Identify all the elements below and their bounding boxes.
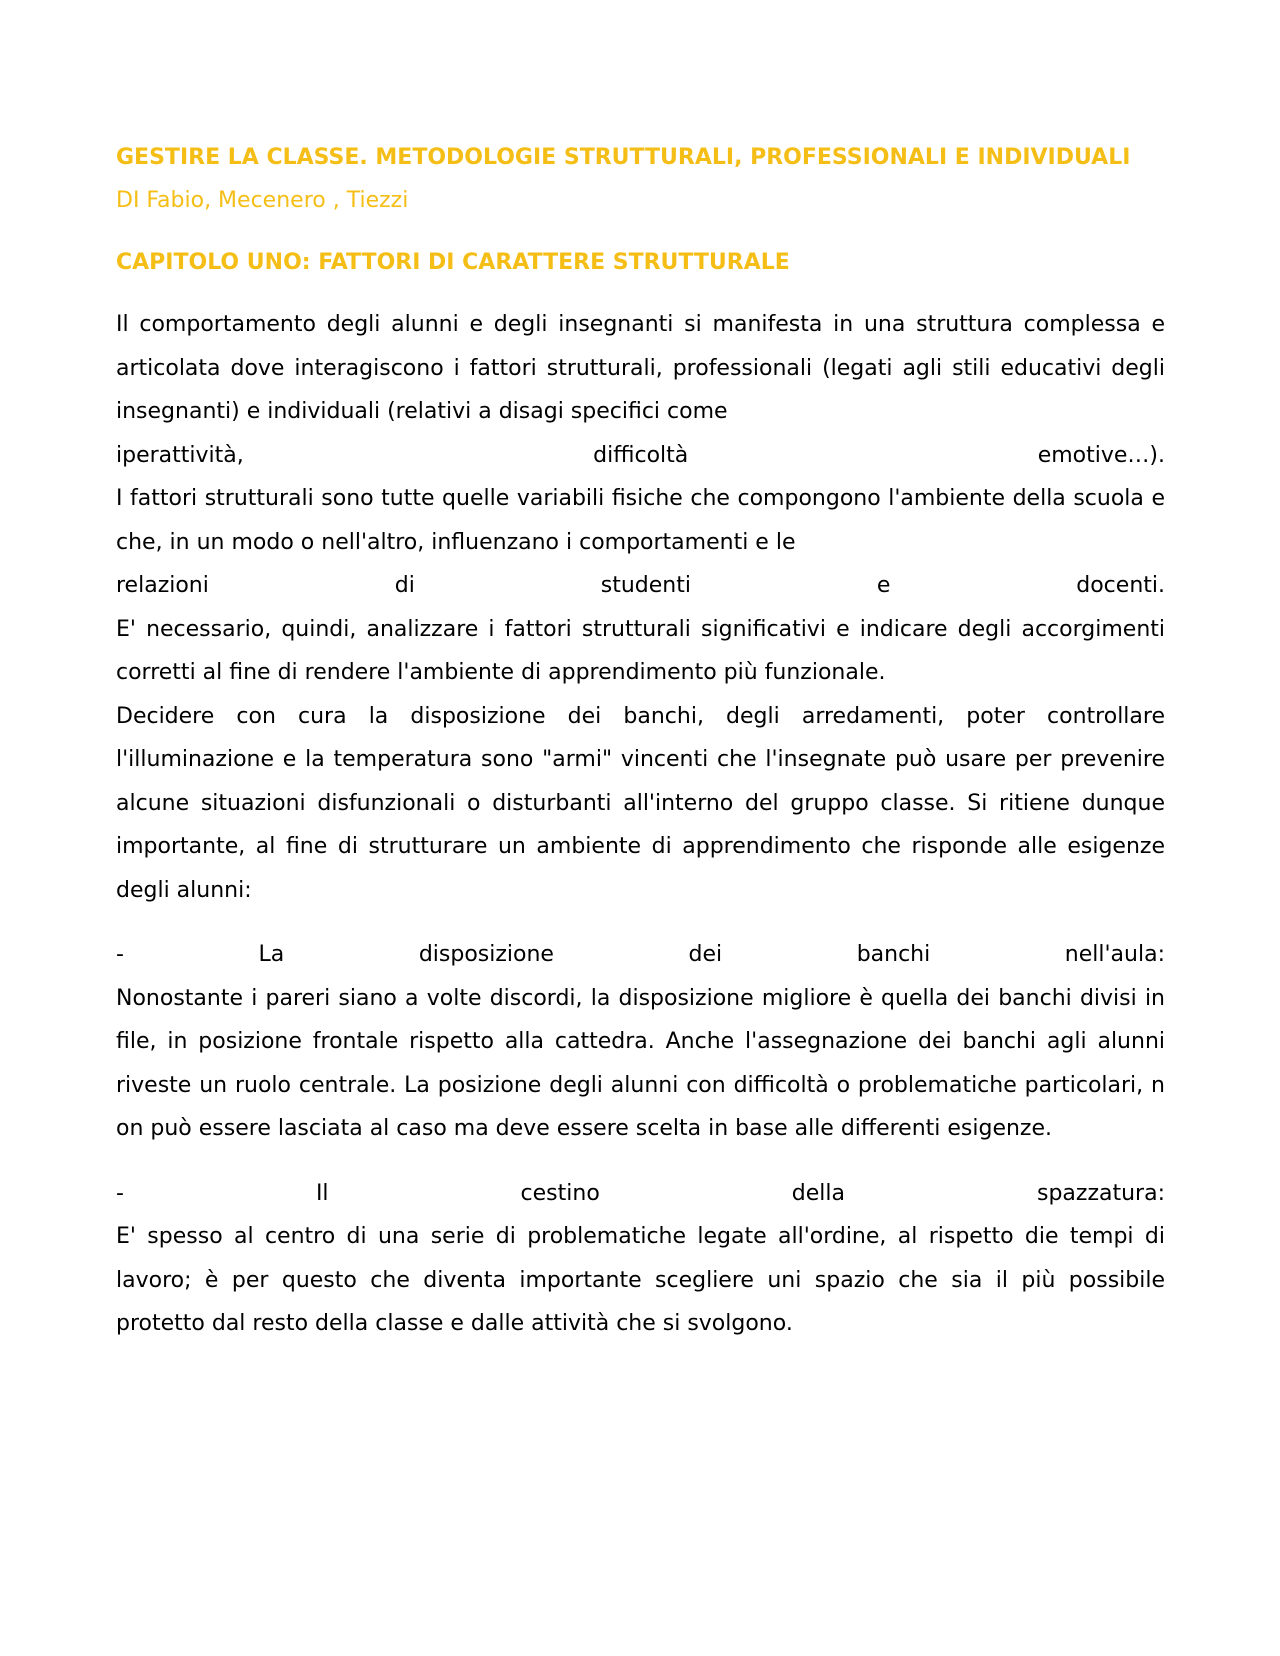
paragraph-4: Decidere con cura la disposizione dei banchi, degli arredamenti, poter controllare l'illuminazione e la temperatura sono "armi" vincenti che l'insegnate può usare per prevenire alcune situazioni disfunzionali o disturbanti all'interno del gruppo classe. Si ritiene dunque importante, al fine di strutturare un ambiente di apprendimento che risponde alle esigenze degli alunni: [116, 703, 1165, 903]
list-item-1-body: Nonostante i pareri siano a volte discordi, la disposizione migliore è quella dei banchi divisi in file, in posizione frontale rispetto alla cattedra. Anche l'assegnazione dei banchi agli alunni riveste un ruolo centrale. La posizione degli alunni con difficoltà o problematiche particolari, n on può essere lasciata al caso ma deve essere scelta in base alle differenti esigenze. [116, 985, 1165, 1141]
paragraph-2-end: relazioni di studenti e docenti. [116, 573, 1165, 598]
paragraph-2: I fattori strutturali sono tutte quelle variabili fisiche che compongono l'ambiente della scuola e che, in un modo o nell'altro, influenzano i comportamenti e le [116, 486, 1165, 555]
paragraph-1: Il comportamento degli alunni e degli insegnanti si manifesta in una struttura complessa e articolata dove interagiscono i fattori strutturali, professionali (legati agli stili educativi degli insegnanti) e individuali (relativi a disagi specifici come [116, 312, 1165, 424]
paragraph-1-end: iperattività, difficoltà emotive…). [116, 442, 1165, 468]
list-item-1-heading: - La disposizione dei banchi nell'aula: [116, 942, 1165, 967]
document-title: GESTIRE LA CLASSE. METODOLOGIE STRUTTURALI, PROFESSIONALI E INDIVIDUALI [116, 145, 1131, 170]
paragraph-3: E' necessario, quindi, analizzare i fattori strutturali significativi e indicare degli accorgimenti corretti al fine di rendere l'ambiente di apprendimento più funzionale. [116, 616, 1165, 685]
list-item-2-heading: - Il cestino della spazzatura: [116, 1180, 1165, 1206]
list-item-2-body: E' spesso al centro di una serie di problematiche legate all'ordine, al rispetto die tempi di lavoro; è per questo che diventa importante scegliere uni spazio che sia il più possibile protetto dal resto della classe e dalle attività che si svolgono. [116, 1224, 1165, 1336]
chapter-heading: CAPITOLO UNO: FATTORI DI CARATTERE STRUTTURALE [116, 250, 790, 275]
document-authors: DI Fabio, Mecenero , Tiezzi [116, 188, 409, 213]
